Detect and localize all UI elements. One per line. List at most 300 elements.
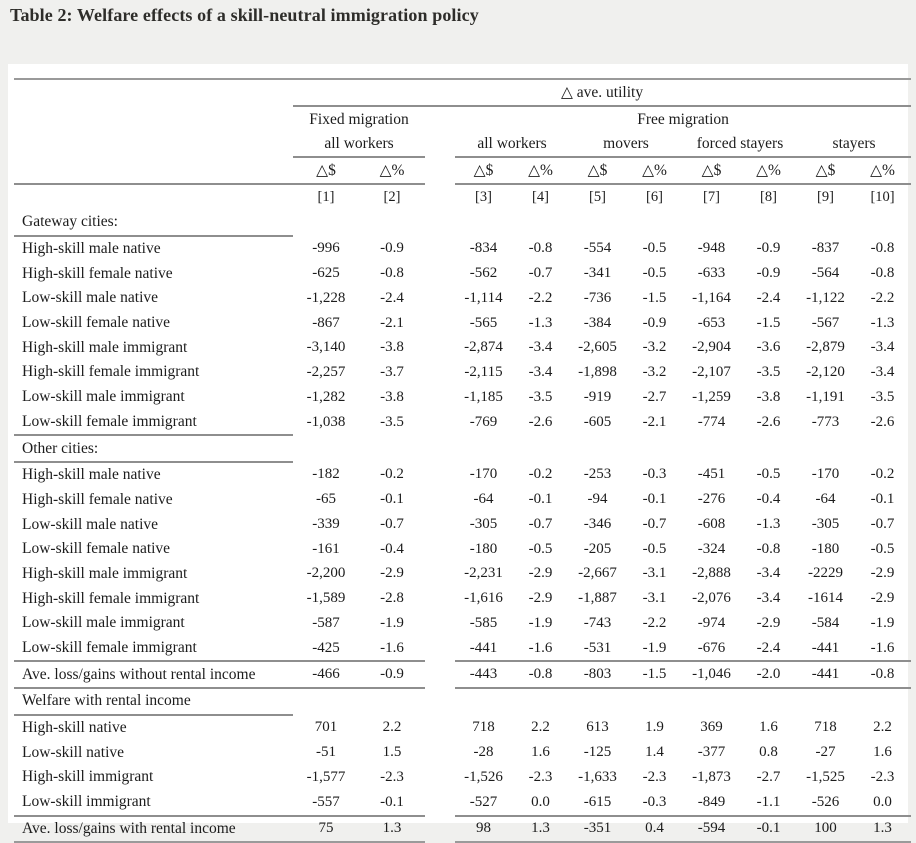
column-gap: [425, 611, 455, 636]
table-body: [14, 210, 911, 842]
header-row-units: [14, 157, 911, 184]
table-row: [14, 636, 911, 662]
cell-value: -3.4: [870, 363, 895, 380]
row-label: Ave. loss/gains with rental income: [14, 816, 293, 843]
row-label: Low-skill female immigrant: [14, 410, 293, 436]
cell-value: -2.2: [528, 289, 553, 306]
column-gap: [425, 661, 455, 688]
group-fixed-migration: Fixed migration: [309, 110, 409, 128]
cell-value: -565: [469, 314, 498, 331]
cell-value: -3.2: [642, 339, 667, 356]
cell-value: -1,185: [464, 388, 503, 405]
table-row: [14, 462, 911, 488]
cell-value: -0.5: [870, 540, 895, 557]
row-label: Low-skill male immigrant: [22, 614, 185, 632]
row-label: Ave. loss/gains without rental income: [14, 661, 293, 688]
cell-value: -276: [697, 491, 726, 508]
cell-value: -3.8: [380, 339, 404, 356]
cell-value: [854, 210, 911, 236]
cell-value: -1.6: [512, 636, 569, 662]
cell-value: -2.7: [642, 388, 667, 405]
cell-value: -562: [469, 265, 498, 282]
cell-value: -584: [811, 614, 840, 631]
cell-value: 98: [455, 816, 512, 843]
cell-value: 701: [314, 719, 338, 736]
cell-value: -1.9: [380, 614, 404, 631]
cell-value: -205: [583, 540, 612, 557]
cell-value: -0.7: [642, 516, 667, 533]
cell-value: -0.9: [756, 240, 781, 257]
cell-value: -2.4: [756, 289, 781, 306]
header-row-column-numbers: [14, 184, 911, 210]
unit-delta-percent: △%: [854, 157, 911, 184]
column-gap: [425, 765, 455, 790]
column-number: [4]: [532, 189, 549, 205]
subgroup-movers: movers: [569, 132, 683, 157]
cell-value: -2.9: [528, 590, 553, 607]
column-gap: [425, 184, 455, 210]
cell-value: -0.2: [380, 466, 404, 483]
cell-value: -948: [697, 240, 726, 257]
cell-value: -1.6: [854, 636, 911, 662]
row-label: Low-skill immigrant: [14, 790, 293, 816]
cell-value: -1.9: [870, 614, 895, 631]
cell-value: -1.3: [528, 314, 553, 331]
subgroup-forced-stayers: forced stayers: [683, 132, 797, 157]
cell-value: -2,120: [806, 363, 845, 380]
column-gap: [425, 210, 455, 236]
cell-value: -531: [569, 636, 626, 662]
section-row: [14, 435, 911, 462]
column-number: [9]: [817, 189, 834, 205]
cell-value: -1,191: [806, 388, 845, 405]
cell-value: 718: [472, 719, 495, 736]
cell-value: 1.3: [512, 816, 569, 843]
cell-value: -1,633: [578, 768, 617, 785]
column-number: [2]: [383, 189, 401, 205]
cell-value: -1.9: [528, 614, 553, 631]
column-number: [1]: [317, 189, 335, 205]
cell-value: -180: [469, 540, 498, 557]
cell-value: -743: [583, 614, 612, 631]
cell-value: [797, 435, 854, 462]
row-label: Low-skill male native: [22, 515, 159, 533]
cell-value: -2229: [808, 565, 843, 582]
cell-value: -2.4: [380, 289, 404, 306]
column-number: [8]: [760, 189, 777, 205]
header-row-subgroups: [14, 132, 911, 157]
cell-value: -0.5: [642, 540, 667, 557]
cell-value: -441: [797, 636, 854, 662]
cell-value: 0.0: [512, 790, 569, 816]
table-panel: [8, 64, 908, 837]
cell-value: -3.8: [380, 388, 404, 405]
unit-delta-dollar: △$: [683, 157, 740, 184]
cell-value: -2.3: [528, 768, 553, 785]
cell-value: [740, 210, 797, 236]
column-number: [7]: [703, 189, 720, 205]
cell-value: -2,888: [692, 565, 731, 582]
cell-value: -0.7: [870, 516, 895, 533]
cell-value: -1,616: [464, 590, 503, 607]
cell-value: -253: [583, 466, 612, 483]
table-row: [14, 740, 911, 765]
column-gap: [425, 261, 455, 286]
cell-value: [797, 210, 854, 236]
cell-value: -182: [312, 466, 340, 483]
table-row: [14, 286, 911, 311]
cell-value: [683, 688, 740, 715]
cell-value: -1.9: [626, 636, 683, 662]
row-label: High-skill female immigrant: [22, 363, 200, 381]
cell-value: -2.3: [380, 768, 404, 785]
cell-value: -384: [583, 314, 612, 331]
cell-value: -125: [583, 744, 612, 761]
top-header-ave-utility: △ ave. utility: [293, 79, 911, 106]
welfare-table: [14, 78, 911, 843]
cell-value: -1,282: [306, 388, 346, 405]
cell-value: -2.9: [528, 565, 553, 582]
cell-value: -1.3: [870, 314, 895, 331]
cell-value: -2,257: [306, 363, 346, 380]
cell-value: -3.5: [870, 388, 895, 405]
table-row: [14, 765, 911, 790]
cell-value: -0.8: [870, 265, 895, 282]
table-row: [14, 311, 911, 336]
cell-value: 1.4: [645, 744, 664, 761]
cell-value: -803: [569, 661, 626, 688]
cell-value: 75: [293, 816, 359, 843]
cell-value: -425: [293, 636, 359, 662]
column-gap: [425, 512, 455, 537]
cell-value: -0.9: [380, 240, 404, 257]
cell-value: [359, 688, 425, 715]
cell-value: 1.3: [854, 816, 911, 843]
column-gap: [425, 410, 455, 436]
column-number: [10]: [870, 189, 895, 205]
cell-value: -0.7: [528, 265, 553, 282]
cell-value: [512, 688, 569, 715]
table-row: [14, 715, 911, 741]
column-gap: [425, 537, 455, 562]
cell-value: -0.1: [870, 491, 895, 508]
row-label: Low-skill female native: [22, 540, 171, 558]
cell-value: -2.6: [528, 413, 553, 430]
cell-value: -180: [811, 540, 840, 557]
cell-value: -0.1: [528, 491, 553, 508]
section-row: [14, 688, 911, 715]
cell-value: -2.2: [870, 289, 895, 306]
cell-value: -0.3: [642, 466, 667, 483]
cell-value: [740, 688, 797, 715]
cell-value: -0.8: [854, 661, 911, 688]
cell-value: -441: [797, 661, 854, 688]
cell-value: -2.9: [756, 614, 781, 631]
cell-value: [569, 435, 626, 462]
column-gap: [425, 236, 455, 262]
column-gap: [425, 586, 455, 611]
cell-value: -676: [683, 636, 740, 662]
cell-value: -0.2: [870, 466, 895, 483]
cell-value: [512, 210, 569, 236]
column-gap: [425, 740, 455, 765]
row-label: High-skill immigrant: [22, 768, 154, 786]
unit-delta-dollar: △$: [569, 157, 626, 184]
row-label: High-skill female native: [22, 490, 173, 508]
cell-value: 0.8: [759, 744, 778, 761]
cell-value: 1.5: [382, 744, 402, 761]
column-gap: [425, 715, 455, 741]
cell-value: 2.2: [873, 719, 892, 736]
cell-value: 1.9: [645, 719, 664, 736]
cell-value: -974: [697, 614, 726, 631]
cell-value: -324: [697, 540, 726, 557]
section-label: Welfare with rental income: [14, 688, 293, 715]
cell-value: -1614: [808, 590, 843, 607]
cell-value: [626, 435, 683, 462]
cell-value: -2.6: [870, 413, 895, 430]
table-row: [14, 410, 911, 436]
cell-value: -2.3: [642, 768, 667, 785]
cell-value: -0.9: [359, 661, 425, 688]
cell-value: -2,107: [692, 363, 731, 380]
cell-value: -625: [312, 265, 340, 282]
cell-value: -2,115: [464, 363, 503, 380]
table-row: [14, 562, 911, 587]
column-number: [5]: [589, 189, 606, 205]
cell-value: -0.3: [626, 790, 683, 816]
cell-value: -3.4: [528, 363, 553, 380]
section-label: Other cities:: [14, 435, 293, 462]
cell-value: -605: [583, 413, 612, 430]
header-row-groups: [14, 106, 911, 132]
row-label: Low-skill female native: [22, 314, 171, 332]
table-row: [14, 335, 911, 360]
cell-value: -2.9: [380, 565, 404, 582]
cell-value: -919: [583, 388, 612, 405]
row-label: High-skill male immigrant: [22, 564, 188, 582]
cell-value: [293, 210, 359, 236]
cell-value: -867: [312, 314, 340, 331]
cell-value: [455, 435, 512, 462]
cell-value: -170: [469, 466, 498, 483]
table-title: Table 2: Welfare effects of a skill-neutral immigration policy: [10, 5, 479, 25]
cell-value: [683, 435, 740, 462]
cell-value: -0.7: [528, 516, 553, 533]
cell-value: -849: [683, 790, 740, 816]
cell-value: -585: [469, 614, 498, 631]
cell-value: -51: [316, 744, 336, 761]
cell-value: -170: [811, 466, 840, 483]
cell-value: -0.1: [380, 491, 404, 508]
cell-value: -3.5: [528, 388, 553, 405]
cell-value: -1.5: [756, 314, 781, 331]
cell-value: -377: [697, 744, 726, 761]
column-gap: [425, 790, 455, 816]
column-gap: [425, 562, 455, 587]
cell-value: -0.9: [756, 265, 781, 282]
cell-value: -1,898: [578, 363, 617, 380]
cell-value: -346: [583, 516, 612, 533]
cell-value: -27: [815, 744, 836, 761]
column-gap: [425, 106, 455, 132]
cell-value: -1,164: [692, 289, 731, 306]
subgroup-stayers: stayers: [797, 132, 911, 157]
table-row: [14, 385, 911, 410]
cell-value: -161: [312, 540, 340, 557]
column-gap: [425, 360, 455, 385]
cell-value: -2,231: [464, 565, 503, 582]
cell-value: -2,076: [692, 590, 731, 607]
cell-value: -1,259: [692, 388, 731, 405]
cell-value: -837: [811, 240, 840, 257]
cell-value: -567: [811, 314, 840, 331]
cell-value: [359, 435, 425, 462]
cell-value: [683, 210, 740, 236]
cell-value: [293, 435, 359, 462]
cell-value: 2.2: [382, 719, 402, 736]
cell-value: -1,122: [806, 289, 845, 306]
cell-value: -1,038: [306, 413, 346, 430]
table-row: [14, 611, 911, 636]
section-row: [14, 210, 911, 236]
cell-value: [293, 688, 359, 715]
cell-value: -769: [469, 413, 498, 430]
section-label: Gateway cities:: [14, 210, 293, 236]
table-row: [14, 236, 911, 262]
cell-value: -3.8: [756, 388, 781, 405]
cell-value: -0.7: [380, 516, 404, 533]
cell-value: -2.2: [642, 614, 667, 631]
cell-value: -736: [583, 289, 612, 306]
table-row: [14, 488, 911, 513]
cell-value: -0.1: [359, 790, 425, 816]
cell-value: -339: [312, 516, 340, 533]
row-label: High-skill native: [22, 719, 127, 737]
header-row-ave-utility: [14, 79, 911, 106]
cell-value: -594: [683, 816, 740, 843]
cell-value: -1,577: [306, 768, 346, 785]
row-label: Low-skill male native: [22, 289, 159, 307]
cell-value: 0.4: [626, 816, 683, 843]
cell-value: -3.4: [756, 565, 781, 582]
cell-value: -1,525: [806, 768, 845, 785]
unit-delta-percent: △%: [359, 157, 425, 184]
cell-value: -2.8: [380, 590, 404, 607]
cell-value: -1.1: [740, 790, 797, 816]
subgroup-free-all-workers: all workers: [455, 132, 569, 157]
cell-value: -3.5: [756, 363, 781, 380]
group-free-migration: Free migration: [637, 110, 729, 128]
column-gap: [425, 385, 455, 410]
cell-value: -0.8: [870, 240, 895, 257]
cell-value: -2,874: [464, 339, 503, 356]
cell-value: 1.3: [359, 816, 425, 843]
cell-value: -0.4: [756, 491, 781, 508]
cell-value: -2,879: [806, 339, 845, 356]
cell-value: -64: [473, 491, 494, 508]
cell-value: -1,873: [692, 768, 731, 785]
cell-value: -773: [811, 413, 840, 430]
cell-value: -3.4: [528, 339, 553, 356]
subgroup-fixed-all-workers: all workers: [293, 132, 425, 157]
cell-value: -1.3: [756, 516, 781, 533]
column-gap: [425, 132, 455, 157]
cell-value: -554: [583, 240, 612, 257]
cell-value: [512, 435, 569, 462]
cell-value: -3.7: [380, 363, 404, 380]
column-gap: [425, 816, 455, 843]
cell-value: -351: [569, 816, 626, 843]
cell-value: -443: [455, 661, 512, 688]
cell-value: -2,605: [578, 339, 617, 356]
cell-value: -441: [455, 636, 512, 662]
cell-value: -0.8: [756, 540, 781, 557]
cell-value: -94: [587, 491, 608, 508]
cell-value: -587: [312, 614, 340, 631]
cell-value: -3.4: [756, 590, 781, 607]
cell-value: -305: [811, 516, 840, 533]
cell-value: [626, 688, 683, 715]
unit-delta-dollar: △$: [797, 157, 854, 184]
summary-row: [14, 661, 911, 688]
cell-value: -2.9: [870, 590, 895, 607]
column-gap: [425, 311, 455, 336]
cell-value: [854, 435, 911, 462]
cell-value: -0.2: [528, 466, 553, 483]
table-row: [14, 586, 911, 611]
cell-value: -0.9: [642, 314, 667, 331]
cell-value: -2,200: [306, 565, 346, 582]
row-label: Low-skill native: [22, 743, 125, 761]
cell-value: -0.8: [528, 240, 553, 257]
column-gap: [425, 157, 455, 184]
cell-value: -0.5: [642, 265, 667, 282]
cell-value: -527: [455, 790, 512, 816]
cell-value: 369: [700, 719, 723, 736]
cell-value: -1,046: [683, 661, 740, 688]
cell-value: -2.3: [870, 768, 895, 785]
column-gap: [425, 286, 455, 311]
cell-value: -1,228: [306, 289, 346, 306]
cell-value: -64: [815, 491, 836, 508]
cell-value: -341: [583, 265, 612, 282]
unit-delta-dollar: △$: [455, 157, 512, 184]
column-number: [6]: [646, 189, 663, 205]
cell-value: -557: [293, 790, 359, 816]
unit-delta-percent: △%: [740, 157, 797, 184]
cell-value: -1.5: [626, 661, 683, 688]
cell-value: -834: [469, 240, 498, 257]
unit-delta-percent: △%: [626, 157, 683, 184]
row-label: High-skill male immigrant: [22, 338, 188, 356]
cell-value: -65: [316, 491, 336, 508]
cell-value: -305: [469, 516, 498, 533]
table-row: [14, 790, 911, 816]
cell-value: -466: [293, 661, 359, 688]
cell-value: [455, 210, 512, 236]
cell-value: -0.8: [380, 265, 404, 282]
cell-value: 1.6: [531, 744, 550, 761]
cell-value: -0.5: [756, 466, 781, 483]
cell-value: 718: [814, 719, 837, 736]
column-gap: [425, 688, 455, 715]
unit-delta-percent: △%: [512, 157, 569, 184]
table-row: [14, 512, 911, 537]
cell-value: -996: [312, 240, 340, 257]
cell-value: -0.4: [380, 540, 404, 557]
cell-value: -615: [569, 790, 626, 816]
